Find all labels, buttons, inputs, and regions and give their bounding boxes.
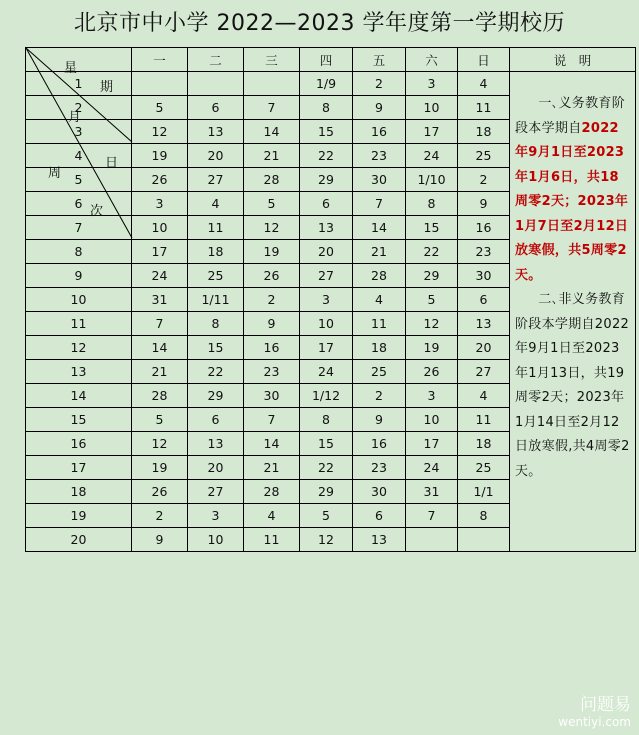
date-cell: 5 <box>244 192 300 216</box>
date-cell: 4 <box>188 192 244 216</box>
week-number-cell: 2 <box>26 96 132 120</box>
date-cell: 8 <box>458 504 510 528</box>
note-p1-intro: 一､义务教育阶段本学期自 <box>515 96 625 136</box>
date-cell: 1/11 <box>188 288 244 312</box>
date-cell: 10 <box>406 408 458 432</box>
date-cell: 3 <box>132 192 188 216</box>
date-cell: 28 <box>244 168 300 192</box>
date-cell: 12 <box>406 312 458 336</box>
date-cell: 11 <box>458 408 510 432</box>
date-cell: 18 <box>458 120 510 144</box>
date-cell: 9 <box>353 408 406 432</box>
header-row <box>26 48 636 72</box>
date-cell: 21 <box>244 456 300 480</box>
date-cell: 9 <box>132 528 188 552</box>
date-cell: 23 <box>458 240 510 264</box>
week-number-cell: 16 <box>26 432 132 456</box>
date-cell: 19 <box>132 144 188 168</box>
week-number-cell: 4 <box>26 144 132 168</box>
week-number-cell: 7 <box>26 216 132 240</box>
date-cell: 7 <box>244 408 300 432</box>
date-cell: 9 <box>458 192 510 216</box>
date-cell: 26 <box>132 480 188 504</box>
date-cell: 11 <box>353 312 406 336</box>
date-cell: 16 <box>353 120 406 144</box>
date-cell: 7 <box>132 312 188 336</box>
date-cell: 26 <box>406 360 458 384</box>
date-cell: 17 <box>300 336 353 360</box>
date-cell: 14 <box>244 432 300 456</box>
watermark <box>558 690 631 729</box>
date-cell: 5 <box>132 408 188 432</box>
date-cell: 16 <box>458 216 510 240</box>
date-cell: 24 <box>300 360 353 384</box>
date-cell: 23 <box>353 144 406 168</box>
date-cell: 10 <box>300 312 353 336</box>
date-cell: 1/9 <box>300 72 353 96</box>
date-cell: 30 <box>353 168 406 192</box>
date-cell: 24 <box>406 144 458 168</box>
date-cell: 6 <box>353 504 406 528</box>
date-cell: 10 <box>188 528 244 552</box>
date-cell: 9 <box>353 96 406 120</box>
day-header-thu: 四 <box>300 48 353 72</box>
date-cell: 8 <box>188 312 244 336</box>
date-cell: 10 <box>406 96 458 120</box>
date-cell: 13 <box>300 216 353 240</box>
date-cell: 20 <box>458 336 510 360</box>
date-cell: 19 <box>244 240 300 264</box>
date-cell: 29 <box>188 384 244 408</box>
date-cell: 4 <box>458 384 510 408</box>
date-cell: 21 <box>353 240 406 264</box>
date-cell: 13 <box>353 528 406 552</box>
date-cell: 14 <box>353 216 406 240</box>
calendar-table <box>25 47 636 552</box>
date-cell: 18 <box>188 240 244 264</box>
week-number-cell: 9 <box>26 264 132 288</box>
diag-label-ci: 次 <box>90 204 104 219</box>
week-number-cell: 17 <box>26 456 132 480</box>
date-cell: 3 <box>300 288 353 312</box>
date-cell: 12 <box>244 216 300 240</box>
date-cell: 30 <box>458 264 510 288</box>
date-cell: 4 <box>458 72 510 96</box>
note-paragraph-1 <box>515 92 631 288</box>
date-cell: 25 <box>353 360 406 384</box>
date-cell <box>188 72 244 96</box>
diag-label-ri: 日 <box>105 156 119 171</box>
diag-label-yue: 月 <box>68 110 82 125</box>
date-cell <box>244 72 300 96</box>
date-cell: 2 <box>353 72 406 96</box>
date-cell: 28 <box>244 480 300 504</box>
date-cell: 25 <box>458 456 510 480</box>
date-cell: 7 <box>353 192 406 216</box>
date-cell: 11 <box>458 96 510 120</box>
week-number-cell: 19 <box>26 504 132 528</box>
note-p1-dates: 2022年9月1日至2023年1月6日，共18周零2天；2023年1月7日至2月12日放寒假，共5周零2天。 <box>515 120 629 283</box>
date-cell: 21 <box>132 360 188 384</box>
date-cell: 19 <box>406 336 458 360</box>
date-cell: 8 <box>406 192 458 216</box>
date-cell: 22 <box>188 360 244 384</box>
date-cell: 18 <box>458 432 510 456</box>
week-number-cell: 20 <box>26 528 132 552</box>
date-cell: 13 <box>188 120 244 144</box>
date-cell: 4 <box>244 504 300 528</box>
date-cell: 3 <box>406 384 458 408</box>
note-cell <box>510 72 636 552</box>
date-cell: 16 <box>353 432 406 456</box>
week-number-cell: 11 <box>26 312 132 336</box>
date-cell: 24 <box>406 456 458 480</box>
diagonal-header-cell <box>26 48 132 219</box>
date-cell: 16 <box>244 336 300 360</box>
date-cell: 17 <box>406 120 458 144</box>
date-cell: 19 <box>132 456 188 480</box>
week-number-cell: 14 <box>26 384 132 408</box>
date-cell: 18 <box>353 336 406 360</box>
week-number-cell: 1 <box>26 72 132 96</box>
date-cell: 30 <box>244 384 300 408</box>
date-cell: 23 <box>353 456 406 480</box>
date-cell: 22 <box>406 240 458 264</box>
date-cell: 24 <box>132 264 188 288</box>
week-number-cell: 6 <box>26 192 132 216</box>
week-number-cell: 13 <box>26 360 132 384</box>
date-cell: 2 <box>458 168 510 192</box>
watermark-name: 问题易 <box>580 695 631 715</box>
date-cell: 3 <box>188 504 244 528</box>
date-cell: 7 <box>406 504 458 528</box>
date-cell: 27 <box>188 480 244 504</box>
date-cell: 17 <box>132 240 188 264</box>
week-number-cell: 8 <box>26 240 132 264</box>
date-cell: 15 <box>300 120 353 144</box>
date-cell: 2 <box>353 384 406 408</box>
date-cell: 20 <box>188 144 244 168</box>
date-cell: 14 <box>132 336 188 360</box>
date-cell: 1/12 <box>300 384 353 408</box>
date-cell: 1/1 <box>458 480 510 504</box>
date-cell: 23 <box>244 360 300 384</box>
note-paragraph-2: 二､非义务教育阶段本学期自2022年9月1日至2023年1月13日，共19周零2天；2023年1月14日至2月12日放寒假,共4周零2天。 <box>515 292 630 479</box>
date-cell: 10 <box>132 216 188 240</box>
date-cell: 5 <box>406 288 458 312</box>
date-cell: 2 <box>244 288 300 312</box>
day-header-tue: 二 <box>188 48 244 72</box>
diag-label-zhou: 周 <box>48 166 62 181</box>
date-cell: 2 <box>132 504 188 528</box>
day-header-mon: 一 <box>132 48 188 72</box>
date-cell: 28 <box>132 384 188 408</box>
date-cell: 22 <box>300 144 353 168</box>
date-cell: 25 <box>188 264 244 288</box>
week-number-cell: 3 <box>26 120 132 144</box>
date-cell <box>458 528 510 552</box>
date-cell: 6 <box>188 96 244 120</box>
date-cell: 29 <box>406 264 458 288</box>
day-header-sun: 日 <box>458 48 510 72</box>
date-cell: 25 <box>458 144 510 168</box>
date-cell: 12 <box>300 528 353 552</box>
date-cell: 8 <box>300 408 353 432</box>
date-cell: 21 <box>244 144 300 168</box>
date-cell: 14 <box>244 120 300 144</box>
date-cell: 22 <box>300 456 353 480</box>
diag-label-xing: 星 <box>64 61 78 76</box>
date-cell: 11 <box>188 216 244 240</box>
date-cell: 9 <box>244 312 300 336</box>
date-cell: 1/10 <box>406 168 458 192</box>
week-number-cell: 5 <box>26 168 132 192</box>
diagonal-lines <box>26 48 132 238</box>
date-cell: 20 <box>300 240 353 264</box>
week-number-cell: 12 <box>26 336 132 360</box>
date-cell: 27 <box>458 360 510 384</box>
week-number-cell: 15 <box>26 408 132 432</box>
week-number-cell: 18 <box>26 480 132 504</box>
day-header-wed: 三 <box>244 48 300 72</box>
diag-label-qi: 期 <box>100 80 114 95</box>
week-number-cell: 10 <box>26 288 132 312</box>
date-cell: 26 <box>244 264 300 288</box>
date-cell: 13 <box>188 432 244 456</box>
date-cell: 27 <box>300 264 353 288</box>
date-cell: 29 <box>300 480 353 504</box>
date-cell: 6 <box>188 408 244 432</box>
date-cell: 17 <box>406 432 458 456</box>
date-cell: 28 <box>353 264 406 288</box>
date-cell: 12 <box>132 432 188 456</box>
note-header: 说 明 <box>510 48 636 72</box>
date-cell: 15 <box>406 216 458 240</box>
date-cell: 30 <box>353 480 406 504</box>
day-header-fri: 五 <box>353 48 406 72</box>
date-cell: 31 <box>132 288 188 312</box>
date-cell: 13 <box>458 312 510 336</box>
date-cell: 6 <box>300 192 353 216</box>
page-title: 北京市中小学 2022—2023 学年度第一学期校历 <box>74 11 565 36</box>
date-cell: 5 <box>300 504 353 528</box>
date-cell: 7 <box>244 96 300 120</box>
date-cell: 4 <box>353 288 406 312</box>
watermark-url: wentiyi.com <box>558 715 631 729</box>
date-cell: 20 <box>188 456 244 480</box>
date-cell <box>406 528 458 552</box>
date-cell: 31 <box>406 480 458 504</box>
date-cell: 3 <box>406 72 458 96</box>
date-cell: 29 <box>300 168 353 192</box>
date-cell: 15 <box>300 432 353 456</box>
date-cell <box>132 72 188 96</box>
date-cell: 12 <box>132 120 188 144</box>
date-cell: 26 <box>132 168 188 192</box>
date-cell: 5 <box>132 96 188 120</box>
date-cell: 27 <box>188 168 244 192</box>
date-cell: 15 <box>188 336 244 360</box>
date-cell: 6 <box>458 288 510 312</box>
date-cell: 11 <box>244 528 300 552</box>
date-cell: 8 <box>300 96 353 120</box>
day-header-sat: 六 <box>406 48 458 72</box>
